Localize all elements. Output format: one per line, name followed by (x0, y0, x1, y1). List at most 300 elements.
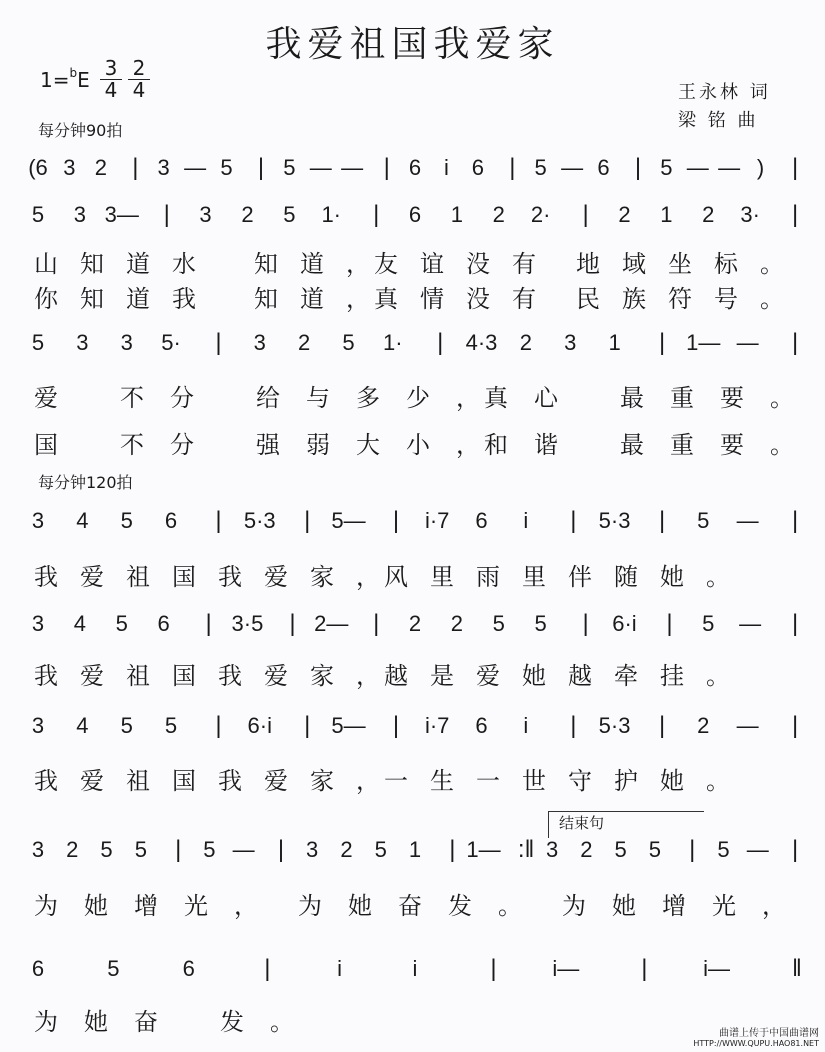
barline: | (392, 507, 400, 534)
note: i (337, 956, 343, 981)
lyric-syllable: 爱 (80, 662, 104, 690)
lyric-syllable: 生 (430, 767, 454, 795)
note: 3 (545, 837, 559, 862)
barline: | (658, 329, 666, 356)
lyric-syllable: ， (456, 384, 480, 412)
barline: | (215, 712, 222, 739)
lyric-syllable: 爱 (80, 767, 104, 795)
note: 4 (76, 508, 89, 533)
lyric-syllable: 域 (622, 250, 646, 278)
note: 5— (331, 713, 366, 738)
note: ) (756, 155, 765, 180)
lyric-syllable: 一 (384, 767, 408, 795)
note: 2 (580, 837, 593, 862)
lyric-syllable: 越 (568, 662, 592, 690)
note: 3 (76, 330, 89, 355)
lyric-syllable: 情 (420, 285, 444, 313)
lyric-syllable: 有 (512, 285, 536, 313)
note: 3 (63, 155, 76, 180)
lyric-syllable: 强 (256, 431, 280, 459)
note: 5 (283, 155, 296, 180)
note: 1 (450, 202, 463, 227)
notation-line (30, 199, 820, 231)
lyric-syllable: 家 (310, 662, 334, 690)
note: 1 (408, 837, 422, 862)
lyric-syllable: 知 (80, 285, 104, 313)
lyric-syllable: 。 (760, 285, 784, 313)
lyric-syllable: ， (356, 767, 380, 795)
lyric-syllable: 随 (614, 563, 638, 591)
lyric-syllable: 符 (668, 285, 692, 313)
barline: | (373, 201, 380, 228)
notation-line (30, 710, 820, 742)
lyric-syllable: 奋 (398, 892, 422, 920)
lyric-syllable: 。 (498, 892, 522, 920)
barline: | (792, 836, 799, 863)
note: 5 (534, 155, 547, 180)
note: i (412, 956, 418, 981)
barline: | (277, 836, 285, 863)
lyric-syllable: 友 (374, 250, 398, 278)
note: 6 (475, 508, 488, 533)
note: 2 (408, 611, 422, 636)
lyric-syllable: 雨 (476, 563, 500, 591)
lyric-syllable: 号 (714, 285, 738, 313)
lyric-syllable: 为 (562, 892, 586, 920)
lyric-syllable: 家 (310, 767, 334, 795)
note: — (309, 155, 332, 180)
lyric-line (34, 279, 824, 313)
note: 5 (374, 837, 387, 862)
note: — (739, 611, 762, 636)
barline: | (792, 154, 799, 181)
lyric-syllable: 有 (512, 250, 536, 278)
meter2-den: 4 (132, 78, 146, 102)
barline: | (792, 329, 799, 356)
lyric-syllable: 里 (430, 563, 454, 591)
lyric-syllable: 谐 (534, 431, 558, 459)
lyric-syllable: 道 (126, 250, 150, 278)
note: — (736, 713, 759, 738)
lyric-syllable: 爱 (476, 662, 500, 690)
note: 5 (717, 837, 730, 862)
note: 2 (450, 611, 463, 636)
lyric-syllable: 祖 (126, 563, 150, 591)
key-prefix: 1= (40, 68, 70, 92)
barline: | (264, 955, 271, 982)
lyric-syllable: ， (346, 285, 370, 313)
lyric-syllable: 为 (34, 1008, 58, 1036)
barline: | (570, 712, 577, 739)
lyric-syllable: 心 (534, 384, 558, 412)
lyric-syllable: 。 (760, 250, 784, 278)
lyric-syllable: 守 (568, 767, 592, 795)
ending-label: 结束句 (559, 814, 605, 832)
lyric-line (34, 557, 824, 591)
lyric-syllable: 国 (172, 563, 196, 591)
lyric-syllable: 是 (430, 662, 454, 690)
lyric-syllable: 真 (374, 285, 398, 313)
lyric-syllable: 知 (254, 285, 278, 313)
lyric-line (34, 761, 824, 795)
note: 2 (618, 202, 631, 227)
lyric-syllable: 最 (620, 431, 644, 459)
lyric-syllable: 她 (522, 662, 546, 690)
note: 2 (340, 837, 353, 862)
note: 1— (466, 837, 501, 862)
barline: | (175, 836, 182, 863)
lyric-syllable: 为 (298, 892, 322, 920)
barline: | (792, 610, 799, 637)
note: 2 (519, 330, 532, 355)
lyric-syllable: 牵 (614, 662, 638, 690)
note: 1— (686, 330, 721, 355)
lyric-syllable: 护 (614, 767, 638, 795)
watermark-line-1: 曲谱上传于中国曲谱网 (719, 1028, 819, 1039)
lyric-line (34, 378, 824, 412)
lyric-syllable: 增 (662, 892, 686, 920)
lyric-syllable: 给 (256, 384, 280, 412)
note: 3 (31, 837, 45, 862)
lyric-syllable: 爱 (264, 662, 288, 690)
barline: | (215, 329, 222, 356)
note: 5 (134, 837, 147, 862)
barline: | (215, 507, 222, 534)
note: 1 (660, 202, 673, 227)
lyric-syllable: 我 (34, 662, 58, 690)
lyric-syllable: 爱 (80, 563, 104, 591)
note: 3 (120, 330, 133, 355)
note: 2 (241, 202, 254, 227)
lyric-syllable: 里 (522, 563, 546, 591)
note: — (686, 155, 709, 180)
lyric-syllable: 她 (660, 767, 684, 795)
barline: | (490, 955, 497, 982)
lyric-syllable: 伴 (568, 563, 592, 591)
barline: | (792, 712, 799, 739)
note: 6 (597, 155, 610, 180)
lyric-syllable: ， (762, 892, 786, 920)
lyric-syllable: 要 (720, 431, 744, 459)
lyric-syllable: 增 (134, 892, 158, 920)
barline: | (570, 507, 577, 534)
note: 3·5 (231, 611, 264, 636)
note: 5·3 (598, 713, 631, 738)
note: — (736, 330, 759, 355)
note: — (232, 837, 255, 862)
lyric-syllable: 山 (34, 250, 58, 278)
note: 4 (76, 713, 89, 738)
note: i·7 (424, 508, 450, 533)
lyric-syllable: 少 (406, 384, 430, 412)
barline: | (641, 955, 648, 982)
note: 6 (164, 508, 178, 533)
note: 5 (31, 330, 45, 355)
note: 5— (331, 508, 366, 533)
note: 6 (157, 611, 170, 636)
lyric-syllable: 。 (706, 767, 730, 795)
note: 1· (383, 330, 403, 355)
note: 6 (182, 956, 195, 981)
lyric-syllable: ， (356, 563, 380, 591)
lyric-syllable: 发 (448, 892, 472, 920)
lyric-syllable: 越 (384, 662, 408, 690)
lyric-syllable: 你 (34, 285, 58, 313)
lyric-syllable: 道 (300, 285, 324, 313)
barline: | (689, 836, 696, 863)
barline: | (373, 610, 380, 637)
lyric-syllable: 没 (466, 285, 490, 313)
lyric-syllable: 多 (356, 384, 380, 412)
note: 5·3 (243, 508, 276, 533)
notation-line (30, 953, 820, 985)
barline: | (658, 507, 666, 534)
note: 2 (702, 202, 715, 227)
barline: | (132, 154, 139, 181)
lyric-syllable: 与 (306, 384, 330, 412)
lyric-syllable: 她 (612, 892, 636, 920)
note: 5 (614, 837, 627, 862)
lyric-syllable: 国 (34, 431, 58, 459)
note: — (341, 155, 364, 180)
lyric-syllable: 她 (84, 892, 108, 920)
lyric-line (34, 244, 824, 278)
barline: | (582, 610, 589, 637)
lyric-syllable: 。 (706, 662, 730, 690)
notation-line (30, 608, 820, 640)
note: 6 (408, 155, 422, 180)
lyric-syllable: 真 (484, 384, 508, 412)
note: 2 (66, 837, 79, 862)
lyric-syllable: 世 (522, 767, 546, 795)
note: 5 (702, 611, 715, 636)
note: 5·3 (598, 508, 631, 533)
note: i (523, 713, 529, 738)
note: 1· (321, 202, 341, 227)
note: 3 (253, 330, 266, 355)
watermark-line-2: HTTP://WWW.QUPU.HAO81.NET (693, 1039, 819, 1048)
note: 3 (31, 508, 45, 533)
barline: | (792, 507, 799, 534)
lyric-line (34, 656, 824, 690)
note: 5 (492, 611, 505, 636)
notation-line (30, 152, 820, 184)
lyric-syllable: 发 (220, 1008, 244, 1036)
barline: | (449, 836, 456, 863)
note: 4·3 (465, 330, 498, 355)
note: 4 (73, 611, 86, 636)
barline: | (392, 712, 400, 739)
lyric-syllable: 没 (466, 250, 490, 278)
barline: | (582, 201, 589, 228)
lyric-syllable: 标 (714, 250, 738, 278)
note: i— (552, 956, 580, 981)
note: 5 (283, 202, 296, 227)
notation-line (30, 505, 820, 537)
lyric-syllable: 不 (120, 384, 144, 412)
lyric-syllable: 祖 (126, 767, 150, 795)
lyric-syllable: ， (234, 892, 258, 920)
lyric-syllable: 重 (670, 431, 694, 459)
lyric-syllable: 国 (172, 662, 196, 690)
note: 6 (31, 956, 45, 981)
lyric-syllable: 我 (218, 563, 242, 591)
lyric-syllable: 族 (622, 285, 646, 313)
note: 5 (648, 837, 662, 862)
barline: | (658, 712, 666, 739)
note: — (561, 155, 584, 180)
barline: | (509, 154, 516, 181)
lyric-syllable: 我 (218, 662, 242, 690)
lyric-syllable: 光 (184, 892, 208, 920)
note: 5 (120, 508, 133, 533)
lyric-syllable: 道 (300, 250, 324, 278)
note: — (736, 508, 759, 533)
note: — (718, 155, 741, 180)
composer-credit: 梁 铭 曲 (678, 110, 759, 131)
note: — (184, 155, 207, 180)
lyric-line (34, 886, 824, 920)
lyric-syllable: 民 (576, 285, 600, 313)
lyric-syllable: 道 (126, 285, 150, 313)
note: 5 (697, 508, 710, 533)
lyric-syllable: 爱 (264, 563, 288, 591)
note: 5 (164, 713, 178, 738)
lyric-syllable: 国 (172, 767, 196, 795)
barline: :‖ (517, 836, 535, 863)
meter1-den: 4 (104, 78, 118, 102)
note: 6·i (247, 713, 272, 738)
note: 2 (94, 155, 107, 180)
lyric-syllable: 知 (254, 250, 278, 278)
lyric-syllable: 。 (770, 431, 794, 459)
lyric-syllable: 最 (620, 384, 644, 412)
note: 5 (534, 611, 547, 636)
barline: | (792, 201, 799, 228)
lyric-syllable: 她 (348, 892, 372, 920)
lyric-syllable: 为 (34, 892, 58, 920)
lyric-syllable: 。 (706, 563, 730, 591)
note: 2· (530, 202, 551, 227)
note: (6 (28, 155, 48, 180)
lyric-syllable: ， (356, 662, 380, 690)
lyric-syllable: 我 (34, 767, 58, 795)
barline: | (437, 329, 444, 356)
tempo-marking-1: 每分钟90拍 (38, 121, 123, 140)
note: 2 (697, 713, 710, 738)
note: 3 (31, 611, 45, 636)
note: 3 (157, 155, 170, 180)
note: 5 (203, 837, 216, 862)
lyric-syllable: 小 (406, 431, 430, 459)
note: 5 (107, 956, 120, 981)
lyric-syllable: 她 (660, 563, 684, 591)
note: 3 (306, 837, 319, 862)
note: 2 (492, 202, 505, 227)
note: 2 (297, 330, 311, 355)
note: i (443, 155, 449, 180)
lyric-syllable: 我 (172, 285, 196, 313)
barline: | (205, 610, 212, 637)
note: 5· (161, 330, 181, 355)
meter2-num: 2 (128, 58, 150, 80)
key-flat: b (69, 66, 78, 80)
page-title: 我爱祖国我爱家 (265, 24, 560, 65)
lyric-syllable: 坐 (668, 250, 692, 278)
meter1-num: 3 (100, 58, 122, 80)
lyric-syllable: 。 (270, 1008, 294, 1036)
note: 5 (115, 611, 128, 636)
lyric-syllable: 奋 (134, 1008, 158, 1036)
note: 6·i (612, 611, 637, 636)
barline: | (666, 610, 673, 637)
note: 5 (120, 713, 133, 738)
note: i (523, 508, 529, 533)
note: — (746, 837, 769, 862)
lyric-syllable: 地 (576, 250, 600, 278)
lyric-line (34, 425, 824, 459)
lyric-syllable: 分 (170, 384, 194, 412)
lyric-syllable: 祖 (126, 662, 150, 690)
lyric-syllable: 光 (712, 892, 736, 920)
lyric-syllable: 。 (770, 384, 794, 412)
lyric-syllable: ， (456, 431, 480, 459)
barline: | (383, 154, 390, 181)
ending-bracket (548, 811, 704, 838)
note: 5 (660, 155, 673, 180)
lyric-syllable: 和 (484, 431, 508, 459)
lyric-syllable: 家 (310, 563, 334, 591)
barline: ‖ (792, 955, 802, 982)
barline: | (634, 154, 642, 181)
note: i·7 (424, 713, 450, 738)
barline: | (304, 712, 311, 739)
barline: | (163, 201, 170, 228)
note: 5 (31, 202, 45, 227)
note: 3 (31, 713, 45, 738)
lyric-syllable: 知 (80, 250, 104, 278)
barline: | (304, 507, 311, 534)
lyric-syllable: 风 (384, 563, 408, 591)
lyric-syllable: 一 (476, 767, 500, 795)
note: 2— (314, 611, 349, 636)
barline: | (257, 154, 265, 181)
note: i— (703, 956, 731, 981)
note: 3 (564, 330, 577, 355)
lyric-syllable: 爱 (34, 384, 58, 412)
note: 3 (73, 202, 86, 227)
lyric-syllable: 大 (356, 431, 380, 459)
notation-line (30, 327, 820, 359)
lyric-syllable: 重 (670, 384, 694, 412)
lyric-syllable: 我 (34, 563, 58, 591)
note: 6 (408, 202, 422, 227)
note: 6 (475, 713, 488, 738)
lyric-syllable: 她 (84, 1008, 108, 1036)
lyric-syllable: 爱 (264, 767, 288, 795)
lyric-syllable: 我 (218, 767, 242, 795)
barline: | (289, 610, 296, 637)
note: 5 (220, 155, 233, 180)
lyric-syllable: 分 (170, 431, 194, 459)
note: 6 (471, 155, 484, 180)
lyric-syllable: 要 (720, 384, 744, 412)
note: 1 (608, 330, 621, 355)
lyric-syllable: ， (346, 250, 370, 278)
tempo-marking-2: 每分钟120拍 (38, 473, 133, 492)
notation-line (30, 834, 820, 866)
key-note: E (77, 68, 90, 92)
